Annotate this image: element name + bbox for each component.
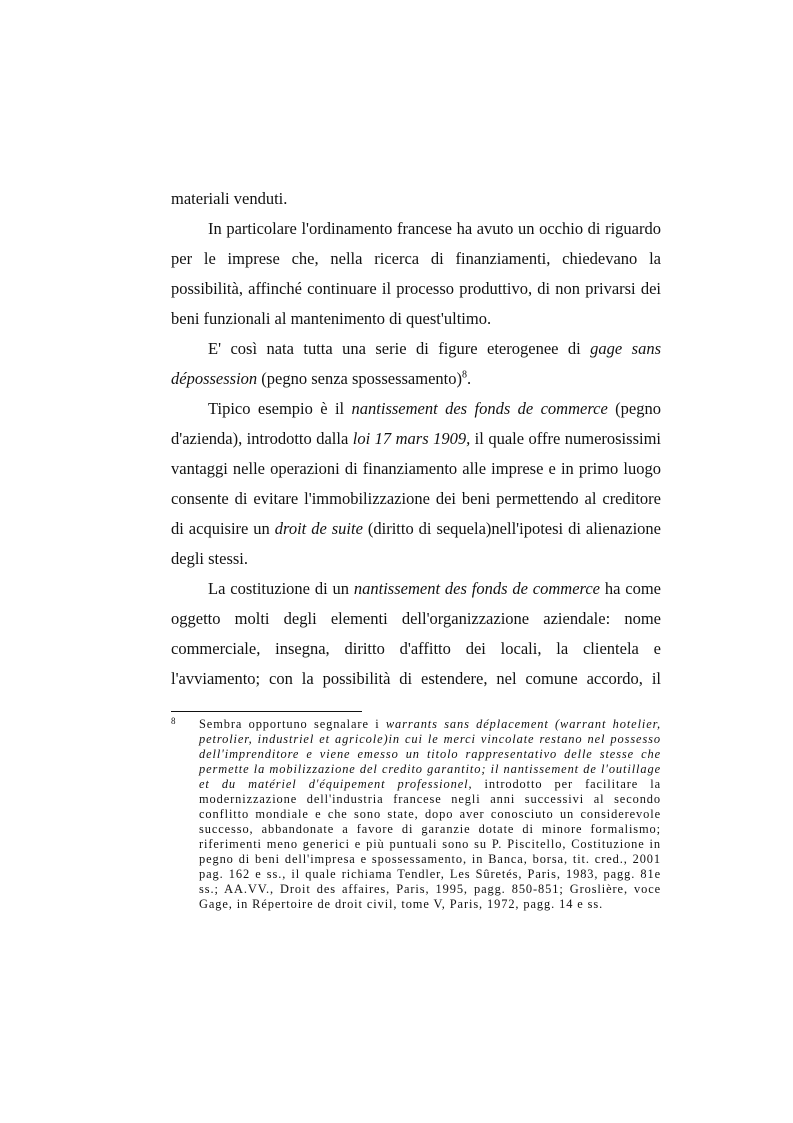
footnote-8 xyxy=(171,717,661,912)
paragraph-4-pre: Tipico esempio è il xyxy=(208,399,352,418)
footnote-text xyxy=(199,717,661,912)
paragraph-4-mid-1: (pegno d'azienda), introdotto dalla xyxy=(171,399,661,448)
paragraph-2 xyxy=(171,214,661,334)
footnote-pre: Sembra opportuno segnalare i xyxy=(199,717,386,731)
paragraph-4-mid-2: il quale offre numerosissimi vantaggi nelle operazioni di finanziamento alle imprese e in primo luogo consente di evitare l'immobilizzazione dei beni permettendo al creditore di acquisire un xyxy=(171,429,661,538)
paragraph-3-tail: . xyxy=(467,369,472,388)
paragraph-4-post: (diritto di sequela)nell'ipotesi di alienazione degli stessi. xyxy=(171,519,661,568)
paragraph-5 xyxy=(171,574,661,694)
paragraph-4-italic-1: nantissement des fonds de commerce xyxy=(351,399,608,418)
paragraph-5-italic: nantissement des fonds de commerce xyxy=(353,579,600,598)
paragraph-3 xyxy=(171,334,661,394)
footnote-ref-8[interactable]: 8 xyxy=(462,369,467,381)
footnote-number: 8 xyxy=(171,716,176,726)
paragraph-3-pre: E' così nata tutta una serie di figure eterogenee di xyxy=(208,339,591,358)
paragraph-4 xyxy=(171,394,661,574)
paragraph-5-post: ha come oggetto molti degli elementi dell'organizzazione aziendale: nome commerciale, insegna, diritto d'affitto dei locali, la clientela e l'avviamento; con la possibilità di estendere, nel comune accordo, il xyxy=(171,579,661,688)
paragraph-4-italic-3: droit de suite xyxy=(274,519,363,538)
paragraph-4-italic-2: loi 17 mars 1909, xyxy=(352,429,471,448)
paragraph-3-post: (pegno senza spossessamento) xyxy=(257,369,462,388)
footnote-separator xyxy=(171,711,362,712)
paragraph-3-italic: gage sans dépossession xyxy=(171,339,661,388)
footnote-post: introdotto per facilitare la modernizzazione dell'industria francese negli anni successivi al secondo conflitto mondiale e che sono state, dopo aver conosciuto un considerevole successo, abbandonate a favore di garanzie dotate di minore formalismo; riferimenti meno generici e più puntuali sono su P. Piscitello, Costituzione in pegno di beni dell'impresa e spossessamento, in Banca, borsa, tit. cred., 2001 pag. 162 e ss., il quale richiama Tendler, Les Sûretés, Paris, 1983, pagg. 81e ss.; AA.VV., Droit des affaires, Paris, 1995, pagg. 850-851; Groslière, voce Gage, in Répertoire de droit civil, tome V, Paris, 1972, pagg. 14 e ss. xyxy=(199,777,661,911)
paragraph-1 xyxy=(171,184,661,214)
paragraph-1-text: materiali venduti. xyxy=(171,189,288,208)
footnote-italic: warrants sans déplacement (warrant hotelier, petrolier, industriel et agricole)in cui le merci vincolate restano nel possesso dell'imprenditore e viene emesso un titolo rappresentativo delle stesse che permette la mobilizzazione del credito garantito; il nantissement de l'outillage et du matériel d'équipement professionel, xyxy=(199,717,661,791)
paragraph-5-pre: La costituzione di un xyxy=(208,579,354,598)
main-text xyxy=(171,184,661,694)
paragraph-2-text: In particolare l'ordinamento francese ha avuto un occhio di riguardo per le imprese che, nella ricerca di finanziamenti, chiedevano la possibilità, affinché continuare il processo produttivo, di non privarsi dei beni funzionali al mantenimento di quest'ultimo. xyxy=(171,219,661,328)
